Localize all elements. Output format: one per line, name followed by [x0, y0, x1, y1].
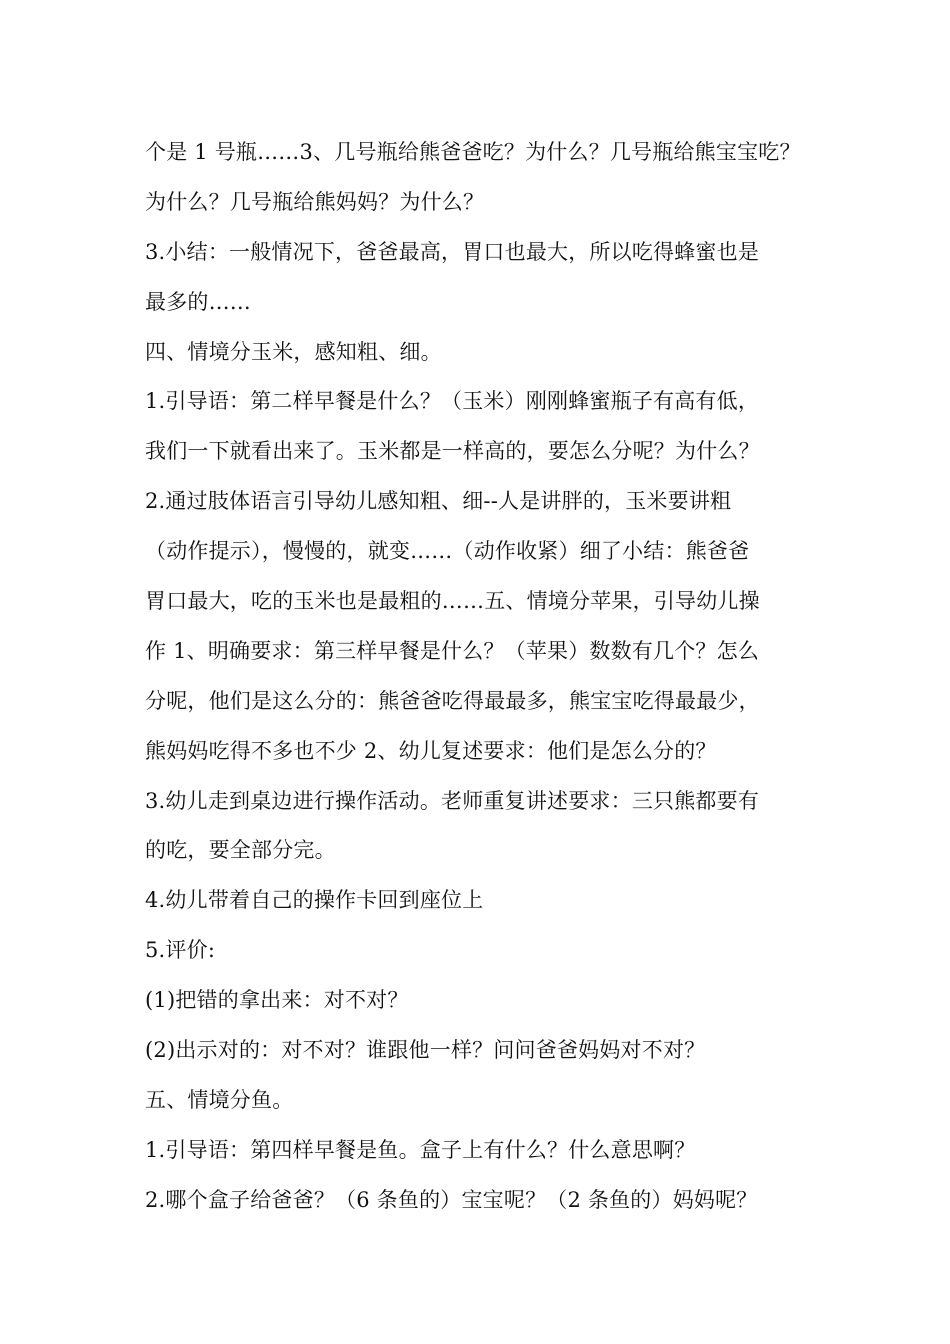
section-heading: 五、情境分鱼。 — [145, 1087, 294, 1112]
text-line: 作 1、明确要求：第三样早餐是什么？（苹果）数数有几个？怎么 — [145, 638, 760, 663]
text-line: 最多的…… — [145, 289, 251, 314]
text-line: (2)出示对的：对不对？谁跟他一样？问问爸爸妈妈对不对？ — [145, 1038, 706, 1063]
section-heading: 四、情境分玉米，感知粗、细。 — [145, 339, 442, 364]
text-line: 的吃，要全部分完。 — [145, 838, 336, 863]
text-line: 1.引导语：第二样早餐是什么？（玉米）刚刚蜂蜜瓶子有高有低， — [145, 389, 760, 414]
text-line: 2.通过肢体语言引导幼儿感知粗、细--人是讲胖的，玉米要讲粗 — [145, 489, 732, 514]
text-line: （动作提示），慢慢的，就变……（动作收紧）细了小结：熊爸爸 — [145, 539, 750, 564]
text-line: 5.评价: — [145, 938, 216, 963]
text-line: 1.引导语：第四样早餐是鱼。盒子上有什么？什么意思啊？ — [145, 1137, 696, 1162]
text-line: 分呢，他们是这么分的：熊爸爸吃得最最多，熊宝宝吃得最最少， — [145, 688, 760, 713]
text-line: 3.小结：一般情况下，爸爸最高，胃口也最大，所以吃得蜂蜜也是 — [145, 239, 760, 264]
text-line: 我们一下就看出来了。玉米都是一样高的，要怎么分呢？为什么？ — [145, 439, 760, 464]
text-line: 胃口最大，吃的玉米也是最粗的……五、情境分苹果，引导幼儿操 — [145, 589, 760, 614]
text-line: 为什么？几号瓶给熊妈妈？为什么？ — [145, 189, 485, 214]
text-line: 2.哪个盒子给爸爸？（6 条鱼的）宝宝呢？（2 条鱼的）妈妈呢？ — [145, 1187, 758, 1212]
text-line: 个是 1 号瓶……3、几号瓶给熊爸爸吃？为什么？几号瓶给熊宝宝吃？ — [145, 140, 801, 164]
text-line: 熊妈妈吃得不多也不少 2、幼儿复述要求：他们是怎么分的？ — [145, 738, 717, 763]
text-line: (1)把错的拿出来：对不对？ — [145, 988, 409, 1013]
text-line: 3.幼儿走到桌边进行操作活动。老师重复讲述要求：三只熊都要有 — [145, 788, 760, 813]
text-line: 4.幼儿带着自己的操作卡回到座位上 — [145, 888, 484, 913]
document-body — [145, 128, 845, 1226]
